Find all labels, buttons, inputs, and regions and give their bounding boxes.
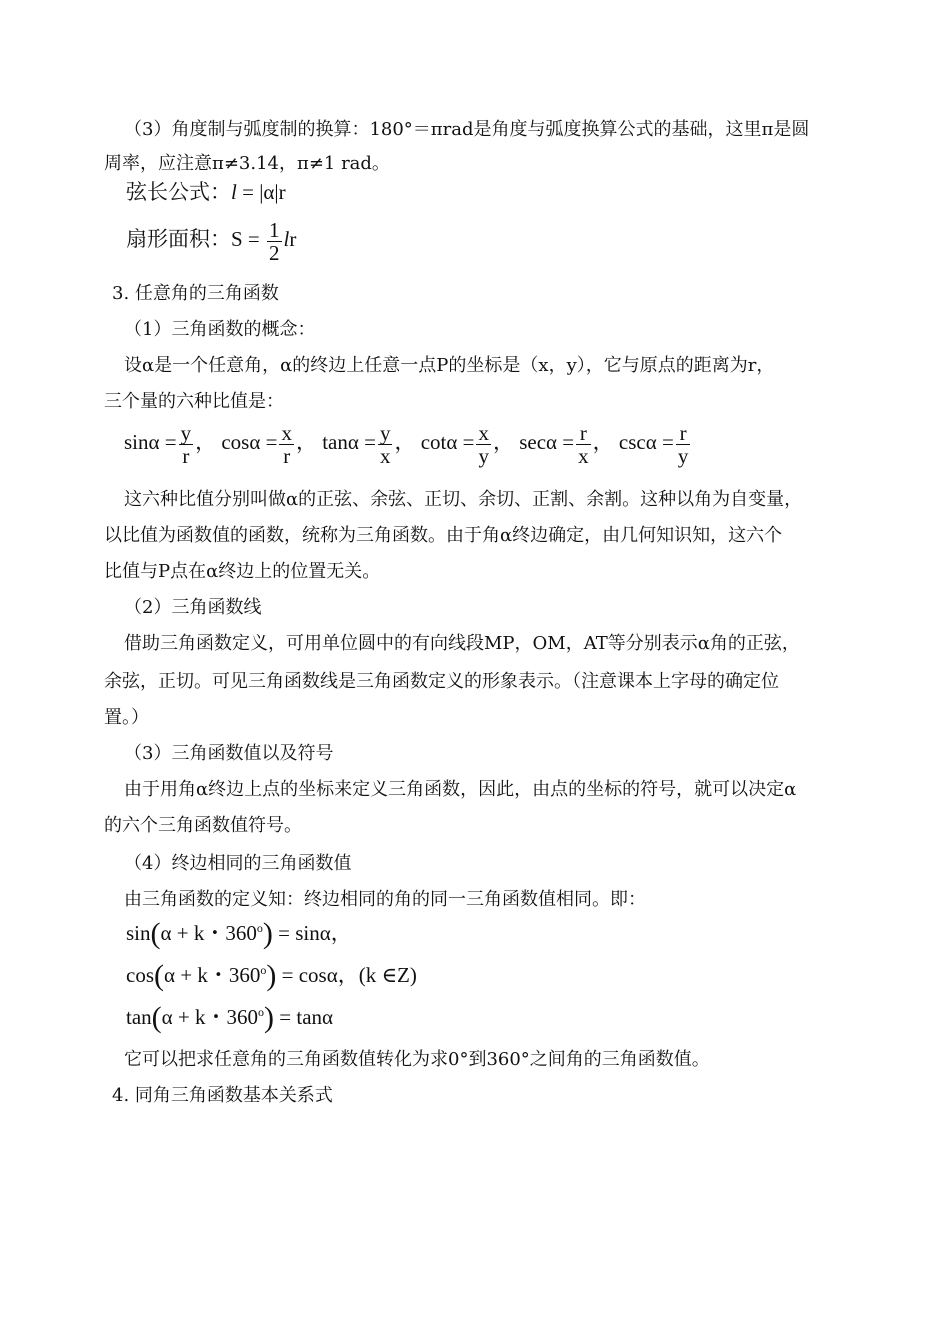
ratio-sin-sep: ，: [195, 430, 217, 454]
ratio-csc-num: r: [676, 422, 691, 445]
formula-sin-fn: sin: [126, 921, 151, 945]
ratio-cos: [221, 420, 317, 468]
ratio-tan-sep: ，: [394, 430, 416, 454]
subheading-signs: （3）三角函数值以及符号: [124, 743, 334, 764]
ratio-csc-den: y: [677, 443, 689, 468]
paragraph-angle-conversion-cont: 周率，应注意π≠3.14，π≠1 rad。: [104, 153, 390, 174]
formula-cos-extra: (k ∈Z): [358, 963, 417, 987]
sector-s: S =: [231, 227, 266, 251]
sector-l: l: [283, 227, 290, 251]
ratio-csc: [618, 420, 692, 468]
sector-r: r: [289, 227, 297, 251]
ratio-tan-num: y: [379, 420, 391, 445]
paragraph-coterminal: 由三角函数的定义知：终边相同的角的同一三角函数值相同。即：: [124, 889, 646, 910]
ratio-sec-fraction: [576, 422, 591, 467]
paragraph-trig-lines: 借助三角函数定义，可用单位圆中的有向线段MP，OM，AT等分别表示α角的正弦，: [124, 633, 800, 654]
sector-denominator: 2: [269, 240, 280, 265]
ratio-cos-sep: ，: [295, 430, 317, 454]
ratio-tan-name: tanα =: [322, 430, 376, 454]
formula-sin: sin(α + k・$360^o) = \sin\alpha$，: [126, 917, 352, 950]
ratio-tan-den: x: [379, 443, 391, 468]
paragraph-definition-cont: 三个量的六种比值是：: [104, 391, 284, 412]
heading-basic-relations: 4. 同角三角函数基本关系式: [112, 1085, 333, 1106]
ratio-sin-name: sinα =: [124, 430, 177, 454]
ratio-sec-name: secα =: [519, 430, 575, 454]
ratio-tan-fraction: [378, 422, 393, 467]
ratio-cot-name: cotα =: [420, 430, 475, 454]
arc-length-formula: [126, 178, 286, 206]
paragraph-trig-lines-cont1: 余弦，正切。可见三角函数线是三角函数定义的形象表示。（注意课本上字母的确定位: [104, 671, 779, 692]
formula-tan-fn: tan: [126, 1005, 152, 1029]
arc-label: 弦长公式：: [126, 180, 231, 204]
formula-tan-deg: o: [258, 1005, 265, 1019]
ratio-cos-fraction: [279, 422, 294, 467]
paragraph-six-ratios: 这六种比值分别叫做α的正弦、余弦、正切、余切、正割、余割。这种以角为自变量，: [124, 489, 803, 510]
sector-label: 扇形面积：: [126, 227, 231, 251]
ratio-sec-num: r: [576, 422, 591, 445]
ratio-sin-fraction: [179, 422, 194, 467]
paragraph-definition: 设α是一个任意角，α的终边上任意一点P的坐标是（x，y），它与原点的距离为r，: [124, 355, 775, 376]
sector-numerator: 1: [269, 217, 280, 242]
ratio-csc-name: cscα =: [618, 430, 674, 454]
subheading-coterminal: （4）终边相同的三角函数值: [124, 853, 352, 874]
arc-l: l: [231, 180, 237, 204]
ratio-sin-den: r: [182, 443, 190, 468]
paragraph-angle-conversion: （3）角度制与弧度制的换算：180°＝πrad是角度与弧度换算公式的基础，这里π是圆: [124, 119, 810, 140]
formula-tan-rhs: = tanα: [274, 1005, 334, 1029]
formula-cos-fn: cos: [126, 963, 154, 987]
formula-cos-rhs: = cosα，: [276, 963, 359, 987]
formula-sin-inner: α + k・360: [160, 921, 257, 945]
ratio-cos-num: x: [281, 420, 292, 445]
arc-abs-alpha: |α|: [259, 180, 279, 204]
paragraph-signs: 由于用角α终边上点的坐标来定义三角函数，因此，由点的坐标的符号，就可以决定α: [124, 779, 797, 800]
subheading-concept: （1）三角函数的概念：: [124, 319, 316, 340]
formula-sin-rhs: = sinα，: [272, 921, 352, 945]
six-ratios: [124, 414, 692, 470]
ratio-sin-num: y: [180, 420, 192, 445]
formula-tan: tan(α + k・$360^o) = \tan\alpha$: [126, 1001, 334, 1034]
paragraph-conversion: 它可以把求任意角的三角函数值转化为求0°到360°之间角的三角函数值。: [124, 1049, 710, 1070]
ratio-cot-num: x: [478, 420, 489, 445]
ratio-cos-den: r: [283, 443, 291, 468]
ratio-sin: [124, 420, 217, 468]
formula-tan-inner: α + k・360: [161, 1005, 259, 1029]
formula-cos: cos(α + k・$360^o) = \cos\alpha$，(k ∈Z): [126, 959, 417, 992]
arc-eq: =: [236, 180, 260, 204]
arc-r: r: [278, 180, 286, 204]
ratio-cos-name: cosα =: [221, 430, 278, 454]
ratio-cot-den: y: [478, 443, 489, 468]
paragraph-trig-lines-cont2: 置。）: [104, 707, 149, 728]
paragraph-six-ratios-cont1: 以比值为函数值的函数，统称为三角函数。由于角α终边确定，由几何知识知，这六个: [104, 525, 783, 546]
sector-area-formula: [126, 214, 296, 264]
ratio-csc-fraction: [676, 422, 691, 467]
ratio-cot-fraction: [476, 422, 491, 467]
formula-cos-deg: o: [260, 963, 267, 977]
ratio-sec: [519, 420, 614, 468]
paragraph-six-ratios-cont2: 比值与P点在α终边上的位置无关。: [104, 561, 381, 582]
subheading-trig-lines: （2）三角函数线: [124, 597, 262, 618]
formula-sin-deg: o: [256, 921, 263, 935]
ratio-cot: [420, 420, 514, 468]
sector-fraction: [267, 219, 282, 264]
ratio-sec-sep: ，: [592, 430, 614, 454]
formula-cos-inner: α + k・360: [164, 963, 261, 987]
ratio-cot-sep: ，: [492, 430, 514, 454]
heading-arbitrary-angle: 3. 任意角的三角函数: [112, 283, 279, 304]
paragraph-signs-cont: 的六个三角函数值符号。: [104, 815, 302, 836]
ratio-sec-den: x: [578, 443, 589, 468]
ratio-tan: [322, 420, 416, 468]
